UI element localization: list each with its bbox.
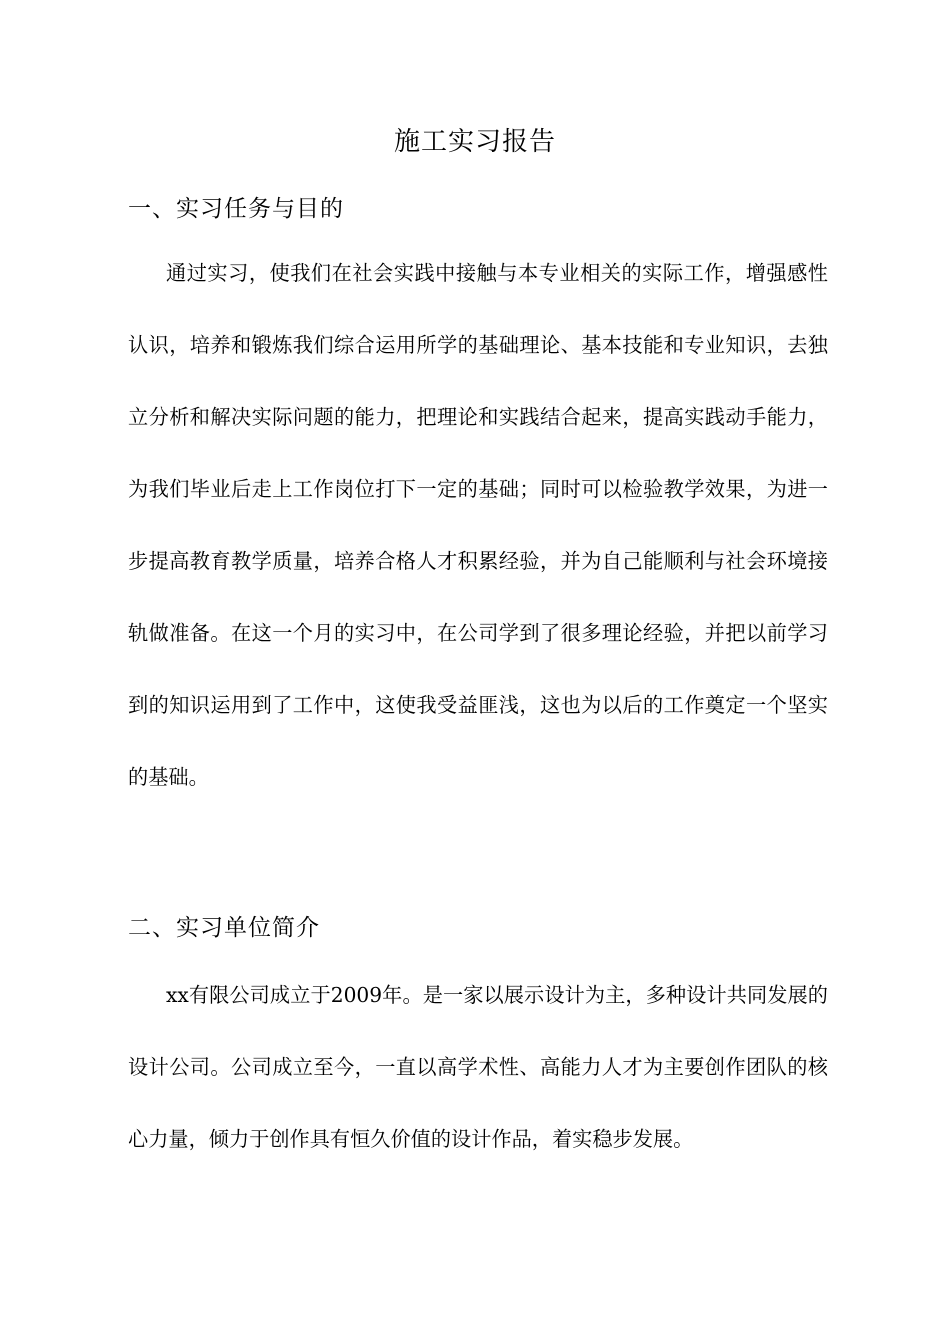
document-title: 施工实习报告	[393, 127, 556, 157]
section-heading-company: 二、实习单位简介	[128, 915, 320, 941]
section-paragraph-purpose: 通过实习，使我们在社会实践中接触与本专业相关的实际工作，增强感性认识，培养和锻炼我们综合运用所学的基础理论、基本技能和专业知识，去独立分析和解决实际问题的能力，把理论和实践结合起来，提高实践动手能力，为我们毕业后走上工作岗位打下一定的基础；同时可以检验教学效果，为进一步提高教育教学质量，培养合格人才积累经验，并为自己能顺利与社会环境接轨做准备。在这一个月的实习中，在公司学到了很多理论经验，并把以前学习到的知识运用到了工作中，这使我受益匪浅，这也为以后的工作奠定一个坚实的基础。	[128, 261, 828, 789]
section-paragraph-company: xx有限公司成立于2009年。是一家以展示设计为主，多种设计共同发展的设计公司。公司成立至今，一直以高学术性、高能力人才为主要创作团队的核心力量，倾力于创作具有恒久价值的设计作品，着实稳步发展。	[128, 983, 828, 1151]
section-heading-purpose: 一、实习任务与目的	[128, 196, 344, 222]
